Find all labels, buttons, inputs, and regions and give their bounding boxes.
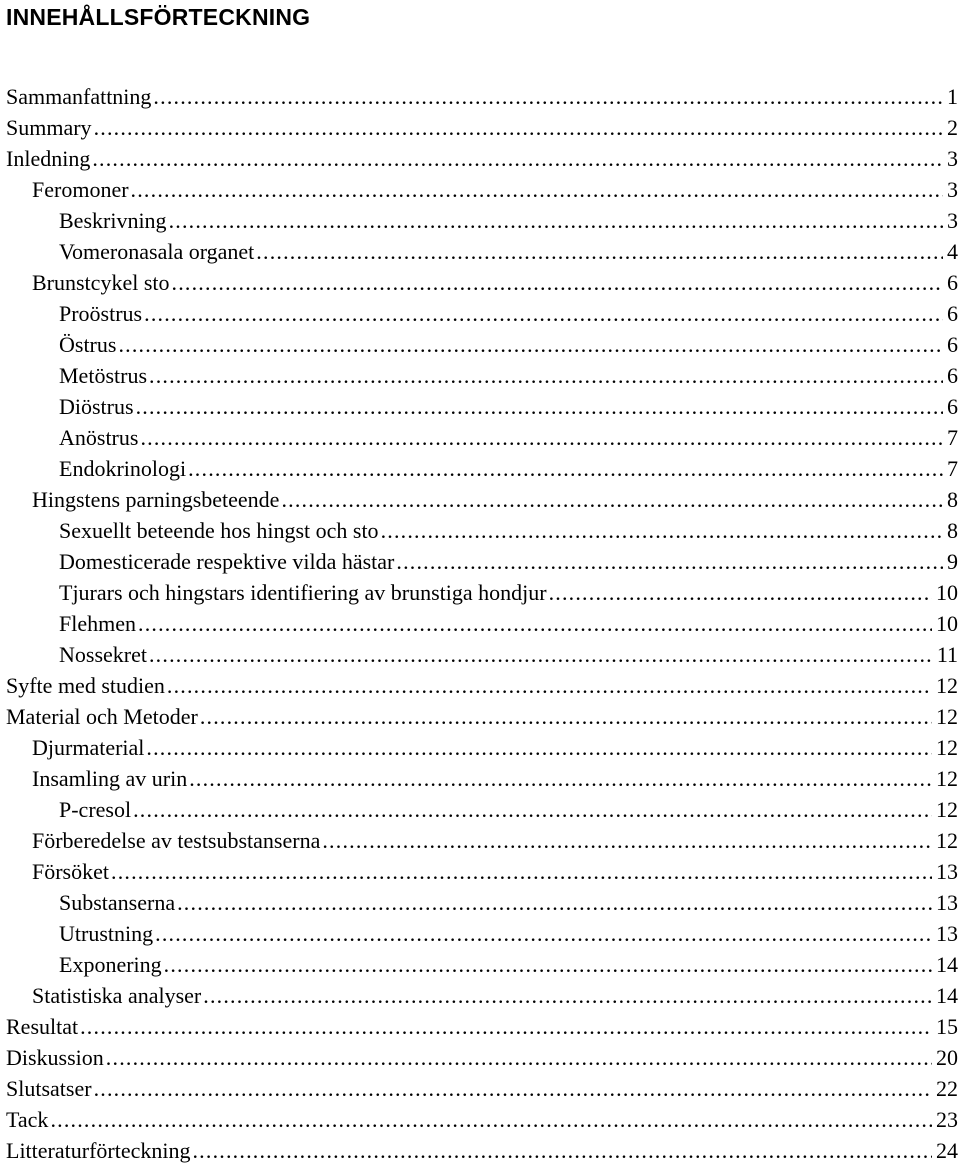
dot-leader <box>131 174 943 205</box>
dot-leader <box>172 267 944 298</box>
toc-entry-page-number: 20 <box>936 1045 958 1070</box>
toc-entry-title: Anöstrus <box>59 425 139 450</box>
toc-entry <box>0 670 960 701</box>
toc-entry <box>0 174 960 205</box>
toc-entry-title: Vomeronasala organet <box>59 239 255 264</box>
toc-entry-title: Flehmen <box>59 611 136 636</box>
dot-leader <box>80 1011 932 1042</box>
toc-entry <box>0 453 960 484</box>
toc-entry <box>0 112 960 143</box>
toc-entry-title: Slutsatser <box>6 1076 92 1101</box>
toc-entry-title: Feromoner <box>32 177 129 202</box>
toc-entry <box>0 329 960 360</box>
toc-entry-page-number: 7 <box>947 456 958 481</box>
dot-leader <box>94 1073 932 1104</box>
toc-entry-page-number: 12 <box>936 673 958 698</box>
toc-entry-title: Sexuellt beteende hos hingst och sto <box>59 518 379 543</box>
toc-entry-page-number: 2 <box>947 115 958 140</box>
toc-entry-page-number: 3 <box>947 177 958 202</box>
dot-leader <box>146 732 932 763</box>
dot-leader <box>118 329 943 360</box>
toc-entry <box>0 1073 960 1104</box>
dot-leader <box>256 236 943 267</box>
toc-entry-page-number: 22 <box>936 1076 958 1101</box>
toc-entry-title: Statistiska analyser <box>32 983 202 1008</box>
toc-entry-page-number: 10 <box>936 580 958 605</box>
toc-entry <box>0 236 960 267</box>
toc-heading: INNEHÅLLSFÖRTECKNING <box>6 4 311 30</box>
toc-entry-title: Östrus <box>59 332 117 357</box>
dot-leader <box>381 515 943 546</box>
toc-entry-title: Utrustning <box>59 921 154 946</box>
toc-entry-page-number: 1 <box>947 84 958 109</box>
dot-leader <box>133 794 932 825</box>
toc-entry-page-number: 3 <box>947 146 958 171</box>
toc-entry-page-number: 6 <box>947 301 958 326</box>
toc-entry-title: Diöstrus <box>59 394 134 419</box>
toc-entry <box>0 887 960 918</box>
toc-entry <box>0 1135 960 1166</box>
toc-entry-page-number: 24 <box>936 1138 958 1163</box>
dot-leader <box>167 670 932 701</box>
toc-entry-page-number: 6 <box>947 332 958 357</box>
toc-entry <box>0 205 960 236</box>
toc-entry-title: Inledning <box>6 146 91 171</box>
toc-entry <box>0 267 960 298</box>
toc-entry-title: Diskussion <box>6 1045 104 1070</box>
toc-entry-page-number: 8 <box>947 487 958 512</box>
toc-entry-page-number: 4 <box>947 239 958 264</box>
toc-entry-title: Insamling av urin <box>32 766 188 791</box>
toc-entry-title: Sammanfattning <box>6 84 152 109</box>
toc-entry-page-number: 13 <box>936 859 958 884</box>
dot-leader <box>144 298 943 329</box>
toc-entry <box>0 515 960 546</box>
toc-entry-title: Förberedelse av testsubstanserna <box>32 828 321 853</box>
toc-entry-page-number: 14 <box>936 983 958 1008</box>
toc-entry-title: Beskrivning <box>59 208 167 233</box>
toc-entry-page-number: 12 <box>936 704 958 729</box>
toc-entry-title: Substanserna <box>59 890 176 915</box>
toc-entry <box>0 608 960 639</box>
toc-entry-page-number: 6 <box>947 363 958 388</box>
toc-entry <box>0 391 960 422</box>
toc-entry <box>0 701 960 732</box>
dot-leader <box>138 608 932 639</box>
dot-leader <box>322 825 932 856</box>
toc-entry-title: Summary <box>6 115 92 140</box>
toc-entry-title: Brunstcykel sto <box>32 270 170 295</box>
toc-entry-page-number: 9 <box>947 549 958 574</box>
toc-entry-title: Resultat <box>6 1014 79 1039</box>
toc-entry-title: Försöket <box>32 859 109 884</box>
toc-entry <box>0 732 960 763</box>
toc-entry-title: Tack <box>6 1107 49 1132</box>
toc-entry <box>0 825 960 856</box>
toc-entry-title: P-cresol <box>59 797 132 822</box>
toc-entry <box>0 577 960 608</box>
dot-leader <box>153 81 943 112</box>
dot-leader <box>281 484 943 515</box>
toc-entry <box>0 949 960 980</box>
dot-leader <box>549 577 932 608</box>
toc-entry-page-number: 13 <box>936 921 958 946</box>
toc-entry-title: Metöstrus <box>59 363 147 388</box>
toc-entry-title: Hingstens parningsbeteende <box>32 487 280 512</box>
toc-entry <box>0 856 960 887</box>
dot-leader <box>164 949 932 980</box>
dot-leader <box>203 980 932 1011</box>
toc-entry <box>0 81 960 112</box>
toc-entry-page-number: 13 <box>936 890 958 915</box>
toc-entry <box>0 980 960 1011</box>
toc-entry-title: Djurmaterial <box>32 735 145 760</box>
toc-entry-page-number: 15 <box>936 1014 958 1039</box>
dot-leader <box>396 546 943 577</box>
dot-leader <box>155 918 932 949</box>
toc-entry-title: Tjurars och hingstars identifiering av brunstiga hondjur <box>59 580 547 605</box>
toc-entry <box>0 143 960 174</box>
toc-entry <box>0 763 960 794</box>
dot-leader <box>50 1104 932 1135</box>
toc-entry-page-number: 12 <box>936 735 958 760</box>
toc-entry <box>0 1104 960 1135</box>
toc-entry-title: Syfte med studien <box>6 673 165 698</box>
dot-leader <box>200 701 932 732</box>
toc-entry-page-number: 8 <box>947 518 958 543</box>
toc-entry-title: Proöstrus <box>59 301 143 326</box>
toc-entry-page-number: 12 <box>936 828 958 853</box>
toc-entry <box>0 360 960 391</box>
toc-entry <box>0 794 960 825</box>
dot-leader <box>192 1135 932 1166</box>
toc-entry-title: Litteraturförteckning <box>6 1138 191 1163</box>
toc-entry-title: Material och Metoder <box>6 704 198 729</box>
table-of-contents <box>0 81 960 1166</box>
toc-entry <box>0 298 960 329</box>
toc-entry <box>0 484 960 515</box>
toc-entry-page-number: 11 <box>936 642 958 667</box>
toc-entry <box>0 422 960 453</box>
dot-leader <box>136 391 943 422</box>
dot-leader <box>149 639 933 670</box>
toc-entry-page-number: 14 <box>936 952 958 977</box>
dot-leader <box>177 887 932 918</box>
toc-entry-page-number: 12 <box>936 766 958 791</box>
dot-leader <box>189 763 932 794</box>
dot-leader <box>106 1042 932 1073</box>
toc-entry-page-number: 12 <box>936 797 958 822</box>
dot-leader <box>140 422 943 453</box>
toc-entry-title: Endokrinologi <box>59 456 187 481</box>
toc-entry-title: Domesticerade respektive vilda hästar <box>59 549 395 574</box>
dot-leader <box>188 453 943 484</box>
toc-entry-page-number: 6 <box>947 270 958 295</box>
dot-leader <box>149 360 943 391</box>
toc-entry-title: Nossekret <box>59 642 147 667</box>
toc-entry-title: Exponering <box>59 952 162 977</box>
toc-entry <box>0 639 960 670</box>
toc-entry-page-number: 6 <box>947 394 958 419</box>
dot-leader <box>111 856 932 887</box>
toc-entry <box>0 1011 960 1042</box>
toc-entry <box>0 918 960 949</box>
toc-entry-page-number: 3 <box>947 208 958 233</box>
dot-leader <box>92 143 943 174</box>
toc-entry <box>0 1042 960 1073</box>
dot-leader <box>169 205 943 236</box>
toc-entry-page-number: 7 <box>947 425 958 450</box>
toc-entry <box>0 546 960 577</box>
dot-leader <box>94 112 943 143</box>
toc-entry-page-number: 23 <box>936 1107 958 1132</box>
toc-entry-page-number: 10 <box>936 611 958 636</box>
